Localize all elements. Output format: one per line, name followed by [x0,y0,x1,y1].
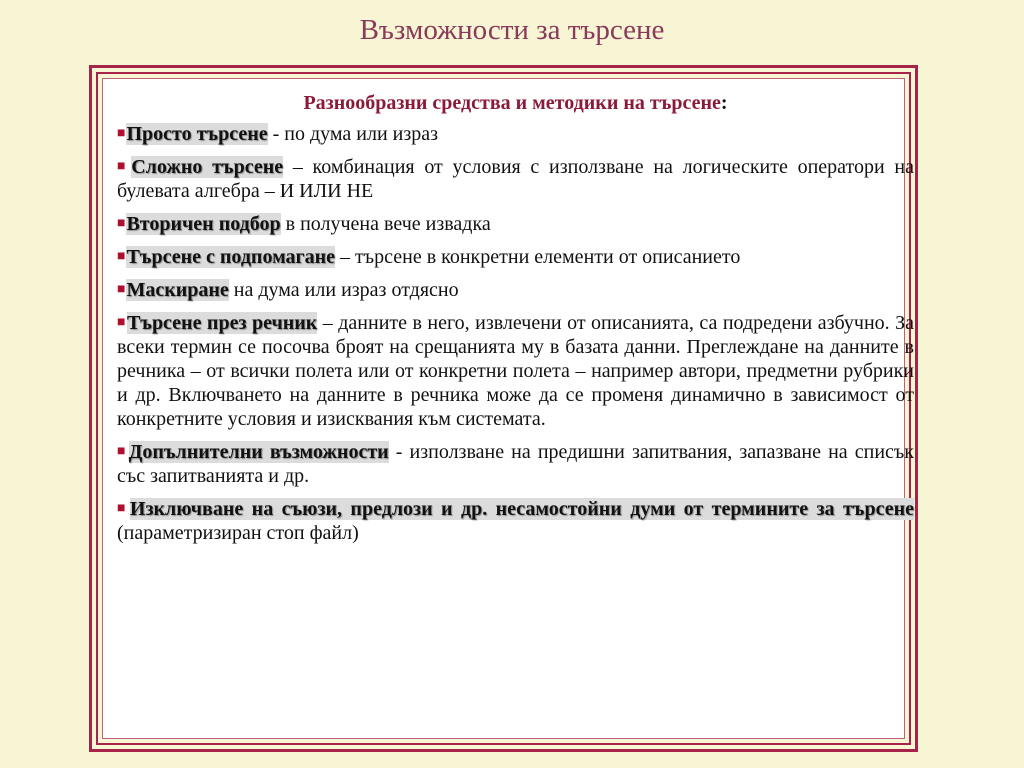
square-bullet-icon: ■ [117,444,128,459]
item-term: Вторичен подбор [126,213,281,235]
item-term: Търсене през речник [126,312,318,334]
content-panel [102,78,915,739]
list-item [117,245,914,269]
square-bullet-icon: ■ [117,282,126,297]
list-item [117,155,914,203]
list-item [117,311,914,431]
box-heading-colon: : [720,92,728,114]
item-text: - използване на предишни запитвания, запазване на списък със запитванията и др. [117,441,914,487]
item-term: Търсене с подпомагане [126,246,336,268]
square-bullet-icon: ■ [117,315,126,330]
item-term: Допълнителни възможности [128,441,389,463]
item-text: (параметризиран стоп файл) [117,522,359,544]
item-text: – данните в него, извлечени от описанията, са подредени азбучно. За всеки термин се посочва броят на срещанията му в базата данни. Преглеждане на данните в речника – от всички полета или от конкретни полета – например автори, предметни рубрики и др. Включването на данните в речника може да се променя динамично в зависимост от конкретните условия и изисквания към системата. [117,312,915,430]
box-heading-text: Разнообразни средства и методики на търсене [303,92,721,114]
slide-title: Възможности за търсене [359,14,665,46]
square-bullet-icon: ■ [117,501,129,516]
content-frame [89,65,918,752]
content-frame-inner [96,72,915,745]
list-item [117,497,914,545]
item-term: Сложно търсене [131,156,284,178]
item-term: Изключване на съюзи, предлози и др. несамостойни думи от термините за търсене [129,498,914,520]
box-heading [117,91,914,115]
square-bullet-icon: ■ [117,216,126,231]
square-bullet-icon: ■ [117,126,126,141]
list-item [117,122,914,146]
item-term: Просто търсене [126,123,268,145]
square-bullet-icon: ■ [117,249,126,264]
item-text: на дума или израз отдясно [228,279,459,301]
list-item [117,212,914,236]
list-item [117,278,914,302]
item-text: – търсене в конкретни елементи от описанието [335,246,741,268]
item-text: в получена вече извадка [280,213,491,235]
item-text: - по дума или израз [267,123,439,145]
item-term: Маскиране [126,279,229,301]
content-body [117,91,914,554]
square-bullet-icon: ■ [117,159,131,174]
item-text: – комбинация от условия с използване на логическите оператори на булевата алгебра – И ИЛИ НЕ [117,156,914,202]
list-item [117,440,914,488]
